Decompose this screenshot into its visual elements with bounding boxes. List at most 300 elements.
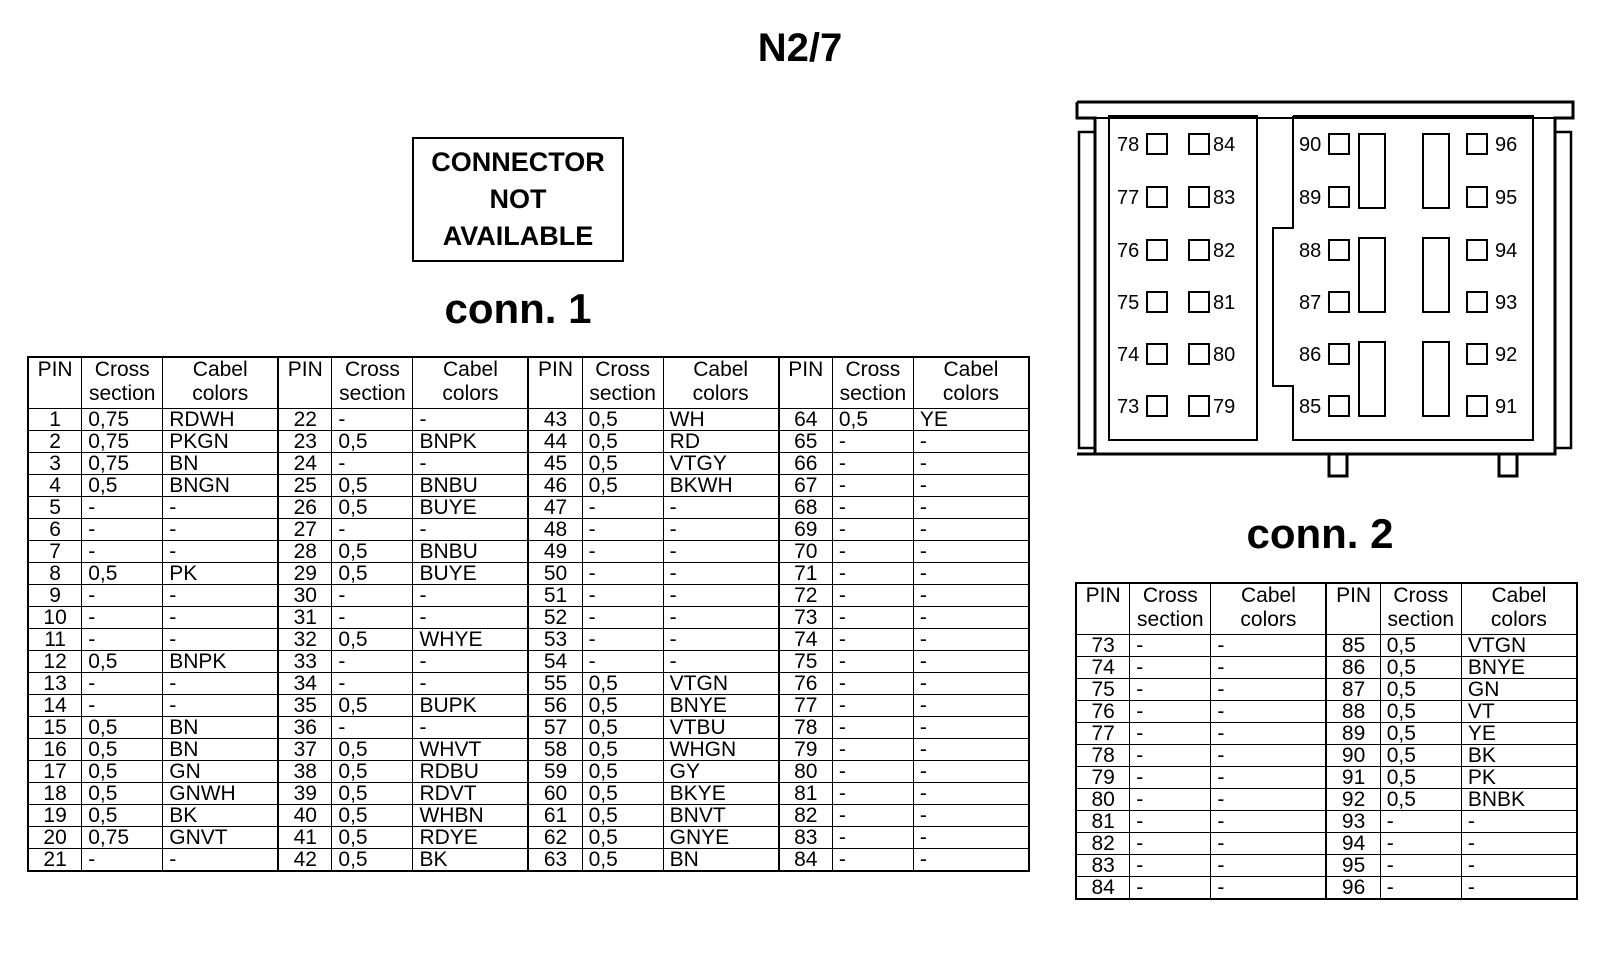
cable-color: - <box>913 673 1029 695</box>
pin-number: 59 <box>528 761 582 783</box>
cross-section: - <box>1130 657 1211 679</box>
pin-number: 78 <box>779 717 833 739</box>
connector-pin-socket <box>1467 240 1487 260</box>
pin-number: 44 <box>528 431 582 453</box>
connector-pin-label: 87 <box>1299 292 1322 314</box>
cable-color: BNBK <box>1461 789 1577 811</box>
pin-number: 96 <box>1326 877 1380 900</box>
cable-color: BN <box>163 739 278 761</box>
table-row <box>1076 723 1577 745</box>
header-pin: PIN <box>1076 583 1130 635</box>
cross-section: 0,5 <box>582 849 663 872</box>
cross-section: - <box>582 607 663 629</box>
cable-color: VTGN <box>1461 635 1577 657</box>
cross-section: 0,5 <box>1380 767 1461 789</box>
cable-color: - <box>663 651 778 673</box>
cross-section: 0,5 <box>582 453 663 475</box>
cable-color: - <box>913 651 1029 673</box>
cable-color: - <box>913 607 1029 629</box>
table-row <box>1076 877 1577 900</box>
pin-number: 90 <box>1326 745 1380 767</box>
cable-color: BNVT <box>663 805 778 827</box>
cross-section: - <box>82 519 163 541</box>
pin-number: 48 <box>528 519 582 541</box>
pin-number: 52 <box>528 607 582 629</box>
pin-number: 56 <box>528 695 582 717</box>
header-cabel-colors: Cabel colors <box>1211 583 1327 635</box>
cross-section: - <box>1130 723 1211 745</box>
pin-number: 10 <box>28 607 82 629</box>
cross-section: 0,5 <box>332 805 413 827</box>
connector-pin-label: 90 <box>1299 134 1322 156</box>
connector-pin-label: 94 <box>1495 240 1518 262</box>
pin-number: 76 <box>779 673 833 695</box>
pin-number: 8 <box>28 563 82 585</box>
cable-color: - <box>413 453 528 475</box>
cross-section: - <box>1380 877 1461 900</box>
cross-section: - <box>832 827 913 849</box>
pin-number: 83 <box>1076 855 1130 877</box>
pin-number: 20 <box>28 827 82 849</box>
header-cross-section: Cross section <box>1130 583 1211 635</box>
cable-color: - <box>1211 679 1327 701</box>
connector-pin-label: 77 <box>1117 187 1140 209</box>
cable-color: - <box>663 585 778 607</box>
table-row <box>1076 811 1577 833</box>
pin-number: 82 <box>779 805 833 827</box>
pin-number: 78 <box>1076 745 1130 767</box>
cable-color: BK <box>413 849 528 872</box>
cross-section: - <box>832 541 913 563</box>
pin-number: 84 <box>1076 877 1130 900</box>
connector-pin-label: 88 <box>1299 240 1322 262</box>
cross-section: - <box>332 519 413 541</box>
cable-color: - <box>1461 877 1577 900</box>
cable-color: - <box>163 607 278 629</box>
conn1-title: conn. 1 <box>444 285 592 332</box>
pin-number: 89 <box>1326 723 1380 745</box>
cable-color: - <box>663 519 778 541</box>
connector-pin-label: 85 <box>1299 396 1322 418</box>
cross-section: - <box>832 695 913 717</box>
cross-section: - <box>832 519 913 541</box>
header-cabel-colors: Cabel colors <box>913 357 1029 409</box>
pin-number: 83 <box>779 827 833 849</box>
cable-color: - <box>163 673 278 695</box>
connector-pin-label: 96 <box>1495 134 1518 156</box>
connector-pin-socket <box>1189 292 1209 312</box>
pin-number: 77 <box>1076 723 1130 745</box>
notice-line-1: CONNECTOR <box>431 147 605 177</box>
table-row <box>28 563 1029 585</box>
connector-pin-label: 75 <box>1117 292 1140 314</box>
pin-number: 16 <box>28 739 82 761</box>
table-row <box>28 453 1029 475</box>
cross-section: - <box>1130 635 1211 657</box>
cross-section: 0,5 <box>1380 723 1461 745</box>
cross-section: - <box>1130 679 1211 701</box>
cross-section: 0,5 <box>1380 635 1461 657</box>
cable-color: BK <box>1461 745 1577 767</box>
pin-number: 17 <box>28 761 82 783</box>
connector-pin-label: 91 <box>1495 396 1518 418</box>
cross-section: - <box>582 629 663 651</box>
connector-pin-label: 84 <box>1213 134 1236 156</box>
cable-color: - <box>413 409 528 431</box>
table-row <box>28 717 1029 739</box>
cross-section: 0,5 <box>582 695 663 717</box>
pin-number: 22 <box>278 409 332 431</box>
cable-color: - <box>913 453 1029 475</box>
cross-section: - <box>1130 767 1211 789</box>
table-row <box>28 805 1029 827</box>
cross-section: - <box>832 475 913 497</box>
connector-pin-socket <box>1329 240 1349 260</box>
pin-number: 35 <box>278 695 332 717</box>
connector-pin-socket <box>1189 187 1209 207</box>
pin-number: 7 <box>28 541 82 563</box>
cable-color: WHBN <box>413 805 528 827</box>
pin-number: 75 <box>1076 679 1130 701</box>
cross-section: - <box>582 519 663 541</box>
cross-section: 0,5 <box>582 783 663 805</box>
cross-section: 0,75 <box>82 431 163 453</box>
cable-color: VTGY <box>663 453 778 475</box>
cross-section: 0,5 <box>832 409 913 431</box>
table-row <box>1076 635 1577 657</box>
cross-section: - <box>832 739 913 761</box>
cable-color: VTBU <box>663 717 778 739</box>
cable-color: GY <box>663 761 778 783</box>
connector-pin-label: 95 <box>1495 187 1518 209</box>
pin-number: 3 <box>28 453 82 475</box>
cable-color: - <box>1211 877 1327 900</box>
header-pin: PIN <box>779 357 833 409</box>
connector-pin-socket <box>1329 292 1349 312</box>
pin-number: 81 <box>779 783 833 805</box>
pin-number: 62 <box>528 827 582 849</box>
pin-number: 85 <box>1326 635 1380 657</box>
header-cross-section: Cross section <box>82 357 163 409</box>
cross-section: 0,5 <box>332 629 413 651</box>
table-row <box>1076 657 1577 679</box>
connector-pin-label: 80 <box>1213 344 1236 366</box>
cross-section: - <box>582 497 663 519</box>
pin-number: 80 <box>779 761 833 783</box>
cable-color: - <box>913 431 1029 453</box>
cross-section: - <box>582 541 663 563</box>
cross-section: - <box>832 805 913 827</box>
pin-number: 13 <box>28 673 82 695</box>
cross-section: - <box>832 651 913 673</box>
pin-number: 95 <box>1326 855 1380 877</box>
pin-number: 30 <box>278 585 332 607</box>
table-row <box>28 827 1029 849</box>
pin-number: 45 <box>528 453 582 475</box>
cross-section: 0,75 <box>82 453 163 475</box>
cable-color: - <box>913 519 1029 541</box>
header-cabel-colors: Cabel colors <box>413 357 528 409</box>
cross-section: - <box>832 497 913 519</box>
connector-pin-socket <box>1147 292 1167 312</box>
cable-color: WH <box>663 409 778 431</box>
connector-pin-socket <box>1147 187 1167 207</box>
pin-number: 73 <box>779 607 833 629</box>
cable-color: - <box>913 629 1029 651</box>
cable-color: - <box>1211 855 1327 877</box>
table-row <box>28 761 1029 783</box>
cross-section: - <box>832 585 913 607</box>
cable-color: BKYE <box>663 783 778 805</box>
cable-color: VTGN <box>663 673 778 695</box>
pin-number: 41 <box>278 827 332 849</box>
page-title: N2/7 <box>757 26 843 70</box>
connector-not-available-notice <box>412 137 624 262</box>
cable-color: BN <box>163 717 278 739</box>
cross-section: 0,5 <box>82 761 163 783</box>
cross-section: 0,5 <box>582 805 663 827</box>
pin-number: 92 <box>1326 789 1380 811</box>
cable-color: - <box>163 629 278 651</box>
header-pin: PIN <box>1326 583 1380 635</box>
connector-pin-socket <box>1147 396 1167 416</box>
table-row <box>1076 701 1577 723</box>
cross-section: - <box>1130 833 1211 855</box>
cable-color: WHVT <box>413 739 528 761</box>
cross-section: - <box>82 673 163 695</box>
connector-pin-socket <box>1467 396 1487 416</box>
cable-color: BUPK <box>413 695 528 717</box>
pin-number: 4 <box>28 475 82 497</box>
cross-section: 0,5 <box>1380 789 1461 811</box>
cross-section: 0,5 <box>582 673 663 695</box>
right-latch <box>1555 132 1571 448</box>
cross-section: - <box>82 585 163 607</box>
pin-number: 61 <box>528 805 582 827</box>
cross-section: 0,75 <box>82 409 163 431</box>
connector-pin-label: 76 <box>1117 240 1140 262</box>
pin-number: 65 <box>779 431 833 453</box>
cable-color: BN <box>663 849 778 872</box>
cross-section: 0,5 <box>332 563 413 585</box>
connector-slot <box>1359 134 1385 208</box>
header-cross-section: Cross section <box>1380 583 1461 635</box>
cable-color: RDWH <box>163 409 278 431</box>
cable-color: BNPK <box>163 651 278 673</box>
cross-section: - <box>1380 833 1461 855</box>
table-row <box>1076 745 1577 767</box>
cable-color: - <box>413 607 528 629</box>
cross-section: - <box>82 497 163 519</box>
cross-section: - <box>832 629 913 651</box>
connector-slot <box>1423 238 1449 312</box>
pin-number: 88 <box>1326 701 1380 723</box>
cross-section: - <box>332 717 413 739</box>
cross-section: 0,5 <box>332 827 413 849</box>
pin-number: 29 <box>278 563 332 585</box>
pin-number: 69 <box>779 519 833 541</box>
connector-pin-socket <box>1189 240 1209 260</box>
cable-color: RDBU <box>413 761 528 783</box>
cable-color: WHGN <box>663 739 778 761</box>
cable-color: - <box>163 695 278 717</box>
cross-section: - <box>82 629 163 651</box>
cross-section: - <box>832 563 913 585</box>
cable-color: BNBU <box>413 541 528 563</box>
header-pin: PIN <box>278 357 332 409</box>
pin-number: 37 <box>278 739 332 761</box>
pin-number: 71 <box>779 563 833 585</box>
pin-number: 23 <box>278 431 332 453</box>
cross-section: - <box>82 695 163 717</box>
cable-color: BNPK <box>413 431 528 453</box>
cross-section: - <box>832 431 913 453</box>
cable-color: RDYE <box>413 827 528 849</box>
cable-color: - <box>913 695 1029 717</box>
pin-number: 32 <box>278 629 332 651</box>
connector-pin-label: 73 <box>1117 396 1140 418</box>
connector-pin-label: 79 <box>1213 396 1236 418</box>
pin-number: 79 <box>779 739 833 761</box>
cable-color: BNYE <box>1461 657 1577 679</box>
pin-number: 58 <box>528 739 582 761</box>
cable-color: - <box>913 849 1029 872</box>
cable-color: - <box>163 585 278 607</box>
table-row <box>28 629 1029 651</box>
header-cross-section: Cross section <box>332 357 413 409</box>
left-latch <box>1079 132 1095 448</box>
cable-color: - <box>1211 657 1327 679</box>
cross-section: - <box>1130 855 1211 877</box>
connector-pin-socket <box>1467 344 1487 364</box>
left-pin-block <box>1109 116 1257 440</box>
table-row <box>1076 855 1577 877</box>
table-row <box>28 409 1029 431</box>
connector-slot <box>1359 342 1385 416</box>
pin-number: 25 <box>278 475 332 497</box>
pin-number: 84 <box>779 849 833 872</box>
pin-number: 14 <box>28 695 82 717</box>
cable-color: - <box>913 497 1029 519</box>
cable-color: BUYE <box>413 497 528 519</box>
cable-color: - <box>413 519 528 541</box>
connector-pin-label: 82 <box>1213 240 1236 262</box>
header-cross-section: Cross section <box>832 357 913 409</box>
pin-number: 43 <box>528 409 582 431</box>
cable-color: GN <box>163 761 278 783</box>
cross-section: - <box>1380 811 1461 833</box>
cable-color: BNYE <box>663 695 778 717</box>
pin-number: 27 <box>278 519 332 541</box>
table-row <box>28 849 1029 872</box>
table-row <box>1076 767 1577 789</box>
pin-number: 57 <box>528 717 582 739</box>
header-cabel-colors: Cabel colors <box>163 357 278 409</box>
pin-number: 79 <box>1076 767 1130 789</box>
cross-section: 0,5 <box>582 761 663 783</box>
connector-pin-label: 92 <box>1495 344 1518 366</box>
cross-section: - <box>82 607 163 629</box>
header-pin: PIN <box>528 357 582 409</box>
table-row <box>28 783 1029 805</box>
cable-color: BUYE <box>413 563 528 585</box>
header-cabel-colors: Cabel colors <box>1461 583 1577 635</box>
pin-number: 86 <box>1326 657 1380 679</box>
cable-color: - <box>1211 635 1327 657</box>
pin-number: 38 <box>278 761 332 783</box>
table-row <box>28 607 1029 629</box>
connector-pin-label: 81 <box>1213 292 1236 314</box>
header-pin: PIN <box>28 357 82 409</box>
pin-number: 73 <box>1076 635 1130 657</box>
pin-number: 81 <box>1076 811 1130 833</box>
cable-color: - <box>163 497 278 519</box>
notice-line-3: AVAILABLE <box>442 221 594 251</box>
cable-color: BNBU <box>413 475 528 497</box>
cross-section: 0,5 <box>332 783 413 805</box>
cross-section: - <box>1380 855 1461 877</box>
cable-color: - <box>913 805 1029 827</box>
pin-number: 26 <box>278 497 332 519</box>
cross-section: 0,5 <box>582 431 663 453</box>
cable-color: - <box>913 827 1029 849</box>
table-row <box>28 541 1029 563</box>
cable-color: RD <box>663 431 778 453</box>
cross-section: 0,75 <box>82 827 163 849</box>
cable-color: GNWH <box>163 783 278 805</box>
pin-number: 74 <box>779 629 833 651</box>
cross-section: 0,5 <box>1380 657 1461 679</box>
cable-color: - <box>1461 855 1577 877</box>
pin-number: 21 <box>28 849 82 872</box>
connector-diagram <box>1075 98 1575 483</box>
connector-pin-socket <box>1147 134 1167 154</box>
cable-color: - <box>413 585 528 607</box>
cable-color: - <box>163 519 278 541</box>
connector-pins <box>1117 134 1517 418</box>
connector-pin-socket <box>1329 187 1349 207</box>
cross-section: 0,5 <box>332 739 413 761</box>
pin-number: 33 <box>278 651 332 673</box>
cable-color: - <box>663 563 778 585</box>
pin-number: 42 <box>278 849 332 872</box>
cable-color: - <box>413 717 528 739</box>
cross-section: 0,5 <box>582 739 663 761</box>
cross-section: - <box>582 651 663 673</box>
pin-number: 49 <box>528 541 582 563</box>
cable-color: - <box>1211 767 1327 789</box>
cross-section: 0,5 <box>82 717 163 739</box>
cross-section: 0,5 <box>332 497 413 519</box>
pin-number: 91 <box>1326 767 1380 789</box>
table-row <box>28 651 1029 673</box>
pin-number: 53 <box>528 629 582 651</box>
cable-color: - <box>913 541 1029 563</box>
pin-number: 6 <box>28 519 82 541</box>
connector-pin-label: 86 <box>1299 344 1322 366</box>
cross-section: - <box>832 783 913 805</box>
pin-number: 36 <box>278 717 332 739</box>
cable-color: WHYE <box>413 629 528 651</box>
cable-color: BN <box>163 453 278 475</box>
cable-color: GN <box>1461 679 1577 701</box>
cable-color: - <box>913 563 1029 585</box>
connector-pin-label: 89 <box>1299 187 1322 209</box>
cross-section: 0,5 <box>82 739 163 761</box>
conn2-pin-table <box>1075 582 1578 900</box>
connector-pin-socket <box>1189 344 1209 364</box>
connector-pin-socket <box>1189 396 1209 416</box>
